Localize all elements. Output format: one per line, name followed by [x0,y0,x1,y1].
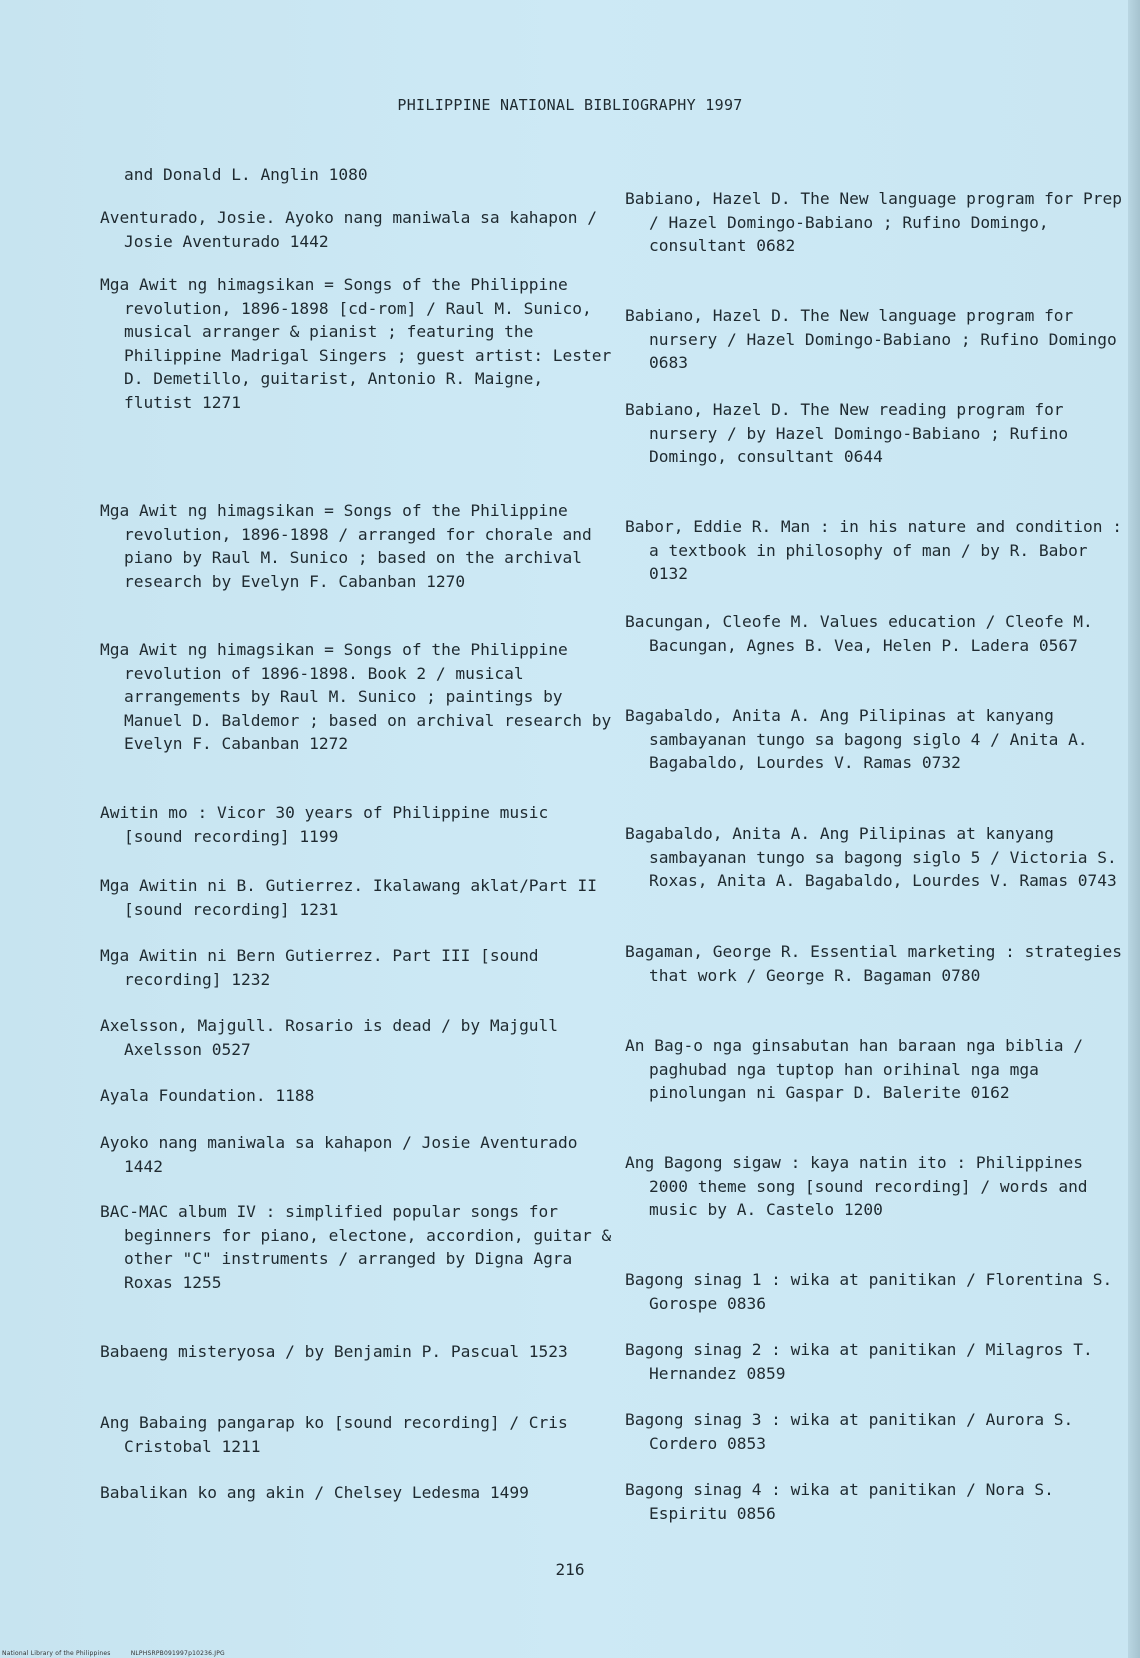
page-edge-shadow [1128,0,1140,1658]
footer-library: National Library of the Philippines [2,1650,111,1657]
bibliography-entry: Bagong sinag 2 : wika at panitikan / Milagros T. Hernandez 0859 [625,1340,1093,1383]
page-header: PHILIPPINE NATIONAL BIBLIOGRAPHY 1997 [397,96,743,114]
bibliography-entry: An Bag-o nga ginsabutan han baraan nga biblia / paghubad nga tuptop han orihinal nga mga pinolungan ni Gaspar D. Balerite 0162 [625,1036,1084,1103]
bibliography-entry: Babiano, Hazel D. The New language program for nursery / Hazel Domingo-Babiano ; Rufino Domingo 0683 [625,306,1117,373]
bibliography-entry: Ang Bagong sigaw : kaya natin ito : Philippines 2000 theme song [sound recording] / words and music by A. Castelo 1200 [625,1153,1088,1220]
scan-footer [2,1650,243,1657]
bibliography-entry: Bagong sinag 1 : wika at panitikan / Florentina S. Gorospe 0836 [625,1270,1113,1313]
bibliography-entry: and Donald L. Anglin 1080 [124,165,368,184]
bibliography-entry: Bagong sinag 4 : wika at panitikan / Nora S. Espiritu 0856 [625,1480,1054,1523]
bibliography-entry: Bagabaldo, Anita A. Ang Pilipinas at kanyang sambayanan tungo sa bagong siglo 5 / Victoria S. Roxas, Anita A. Bagabaldo, Lourdes V. Ramas 0743 [625,824,1117,891]
bibliography-entry: Aventurado, Josie. Ayoko nang maniwala sa kahapon / Josie Aventurado 1442 [100,208,598,251]
bibliography-entry: Bagaman, George R. Essential marketing : strategies that work / George R. Bagaman 0780 [625,942,1123,985]
bibliography-entry: Awitin mo : Vicor 30 years of Philippine music [sound recording] 1199 [100,803,549,846]
bibliography-entry: Babiano, Hazel D. The New language program for Prep / Hazel Domingo-Babiano ; Rufino Domingo, consultant 0682 [625,189,1123,256]
bibliography-entry: Bagabaldo, Anita A. Ang Pilipinas at kanyang sambayanan tungo sa bagong siglo 4 / Anita A. Bagabaldo, Lourdes V. Ramas 0732 [625,706,1088,773]
footer-filename: NLPHSRPB091997p10236.JPG [130,1650,225,1657]
bibliography-entry: Babalikan ko ang akin / Chelsey Ledesma 1499 [100,1483,529,1502]
bibliography-entry: BAC-MAC album IV : simplified popular songs for beginners for piano, electone, accordion, guitar & other "C" instruments / arranged by Digna Agra Roxas 1255 [100,1202,612,1292]
bibliography-entry: Babaeng misteryosa / by Benjamin P. Pascual 1523 [100,1342,568,1361]
bibliography-entry: Mga Awitin ni B. Gutierrez. Ikalawang aklat/Part II [sound recording] 1231 [100,876,598,919]
bibliography-entry: Ang Babaing pangarap ko [sound recording] / Cris Cristobal 1211 [100,1413,568,1456]
bibliography-entry: Babor, Eddie R. Man : in his nature and condition : a textbook in philosophy of man / by R. Babor 0132 [625,517,1123,584]
bibliography-entry: Bagong sinag 3 : wika at panitikan / Aurora S. Cordero 0853 [625,1410,1074,1453]
bibliography-entry: Babiano, Hazel D. The New reading program for nursery / by Hazel Domingo-Babiano ; Rufino Domingo, consultant 0644 [625,400,1069,467]
bibliography-entry: Mga Awit ng himagsikan = Songs of the Philippine revolution, 1896-1898 / arranged for chorale and piano by Raul M. Sunico ; based on the archival research by Evelyn F. Cabanban 1270 [100,501,592,591]
page-number: 216 [555,1560,585,1579]
bibliography-entry: Axelsson, Majgull. Rosario is dead / by Majgull Axelsson 0527 [100,1016,559,1059]
bibliography-entry: Ayala Foundation. 1188 [100,1086,315,1105]
bibliography-entry: Ayoko nang maniwala sa kahapon / Josie Aventurado 1442 [100,1133,578,1176]
bibliography-entry: Mga Awitin ni Bern Gutierrez. Part III [sound recording] 1232 [100,946,539,989]
bibliography-entry: Mga Awit ng himagsikan = Songs of the Philippine revolution of 1896-1898. Book 2 / musical arrangements by Raul M. Sunico ; paintings by Manuel D. Baldemor ; based on archival research by Evelyn F. Cabanban 1272 [100,640,612,754]
bibliography-entry: Mga Awit ng himagsikan = Songs of the Philippine revolution, 1896-1898 [cd-rom] / Raul M. Sunico, musical arranger & pianist ; featuring the Philippine Madrigal Singers ; guest artist: Lester D. Demetillo, guitarist, Antonio R. Maigne, flutist 1271 [100,275,612,412]
bibliography-entry: Bacungan, Cleofe M. Values education / Cleofe M. Bacungan, Agnes B. Vea, Helen P. Ladera 0567 [625,612,1093,655]
